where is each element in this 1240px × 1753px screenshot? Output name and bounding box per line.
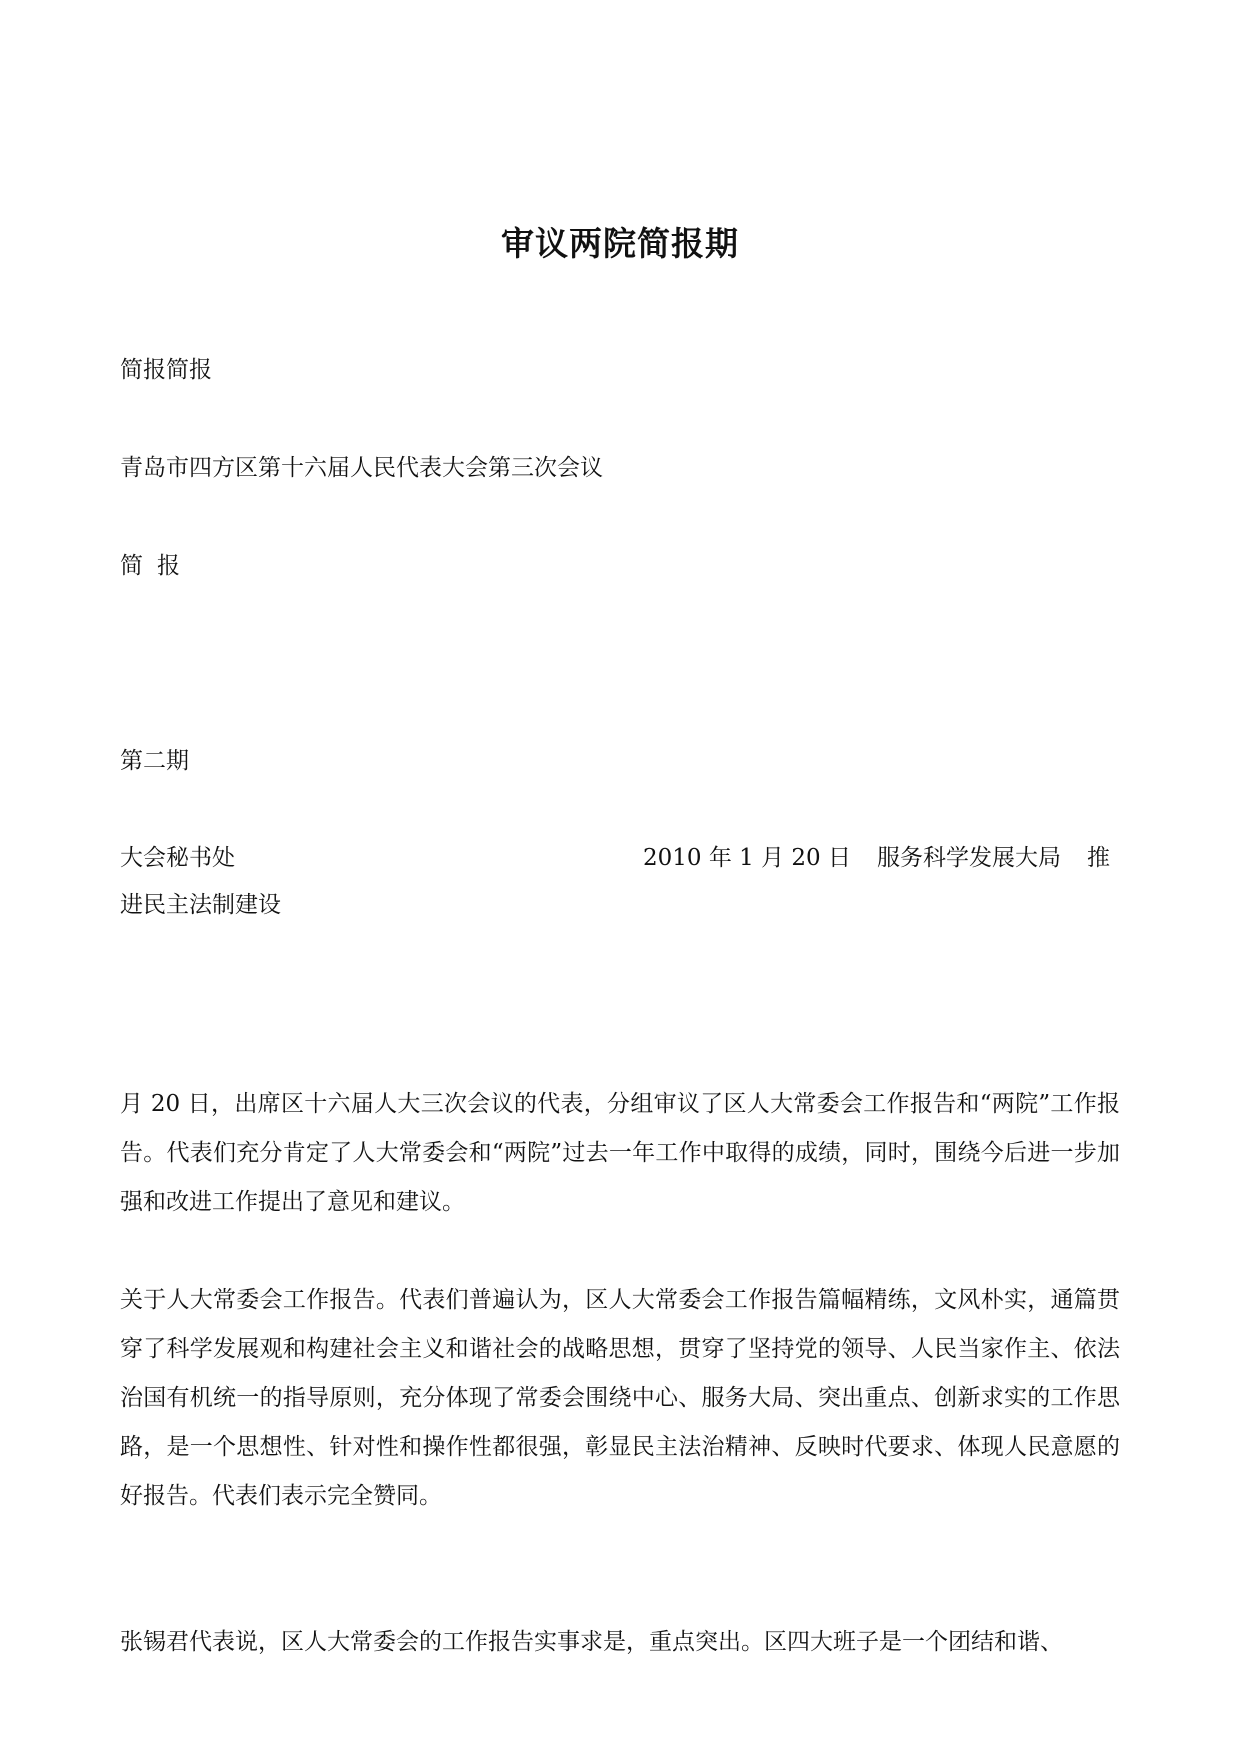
- paragraph-3: 张锡君代表说，区人大常委会的工作报告实事求是，重点突出。区四大班子是一个团结和谐、: [120, 1629, 1063, 1655]
- theme-part-2-tail: 进民主法制建设: [120, 892, 281, 918]
- theme-part-2-head: 推: [1087, 845, 1110, 871]
- document-title: 审议两院简报期: [501, 224, 739, 263]
- paragraph-1: 月 20 日，出席区十六届人大三次会议的代表，分组审议了区人大常委会工作报告和“两院”工作报告。代表们充分肯定了人大常委会和“两院”过去一年工作中取得的成绩，同时，围绕今后进一步加强和改进工作提出了意见和建议。: [120, 1091, 1120, 1215]
- issuer: 大会秘书处: [120, 845, 235, 871]
- date-and-theme: [643, 843, 1110, 873]
- paragraph-2: 关于人大常委会工作报告。代表们普遍认为，区人大常委会工作报告篇幅精练，文风朴实，通篇贯穿了科学发展观和构建社会主义和谐社会的战略思想，贯穿了坚持党的领导、人民当家作主、依法治国有机统一的指导原则，充分体现了常委会围绕中心、服务大局、突出重点、创新求实的工作思路，是一个思想性、针对性和操作性都很强，彰显民主法治精神、反映时代要求、体现人民意愿的好报告。代表们表示完全赞同。: [120, 1287, 1120, 1509]
- issue-date: 2010 年 1 月 20 日: [643, 845, 851, 871]
- bulletin-heading-char: 报: [157, 553, 180, 579]
- bulletin-label: 简报简报: [120, 357, 212, 383]
- meeting-name: 青岛市四方区第十六届人民代表大会第三次会议: [120, 455, 603, 481]
- theme-part-1: 服务科学发展大局: [877, 845, 1061, 871]
- bulletin-heading-char: 简: [120, 553, 143, 579]
- bulletin-heading: [120, 551, 1120, 581]
- issue-number: 第二期: [120, 748, 189, 774]
